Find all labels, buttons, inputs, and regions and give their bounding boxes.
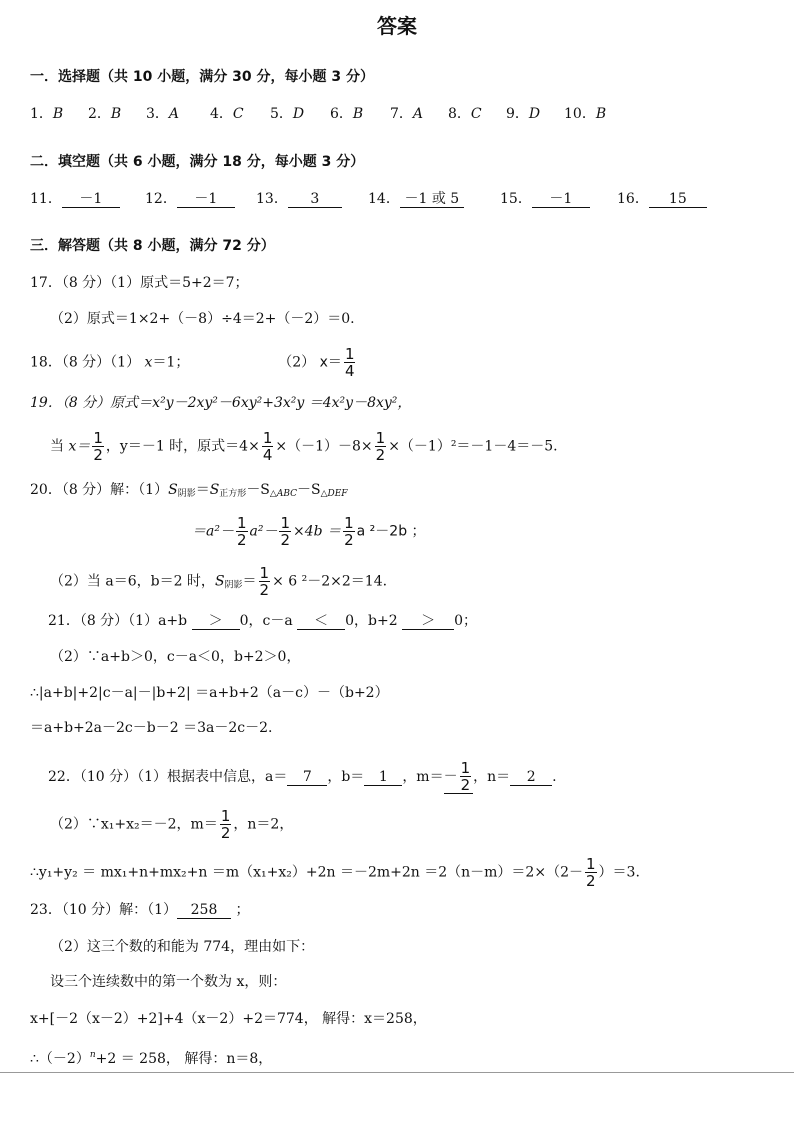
choice-answer: 2．B: [88, 106, 122, 122]
q19-line2: [50, 430, 558, 463]
q20-sub2: 正方形: [219, 489, 247, 499]
q22-blank-b: 1: [364, 769, 402, 786]
fill-answer: 15． －1: [500, 189, 617, 209]
q20-l3a: （2）当 a＝6，b＝2 时，: [50, 573, 215, 590]
q19-e: ×（－1）²＝－1－4＝－5.: [388, 438, 558, 455]
choice-answer: 1．B: [30, 106, 64, 122]
q23-line5: $\therefore(-2)^n+2 = 258$， 解得：n＝8，: [30, 1050, 273, 1067]
q23-line3: 设三个连续数中的第一个数为 x，则：: [50, 974, 287, 990]
q20-l2a: ＝a²－: [192, 523, 234, 540]
q21-line4: ＝a+b+2a－2c－b－2 ＝3a－2c－2.: [30, 720, 273, 736]
choice-answer: 4．C: [210, 106, 244, 122]
q18-part1: 18．（8 分）（1）: [30, 354, 145, 371]
q18-part3: ＝1；: [152, 354, 190, 371]
page-title: 答案: [377, 14, 417, 38]
q19-c: ，y＝－1 时，原式＝4×: [105, 438, 260, 455]
q19-frac1: $\frac{1}{2}$: [93, 429, 103, 464]
q19-line1: 19．（8 分）原式＝x²y－2xy²－6xy²+3x²y ＝4x²y－8xy²，: [30, 395, 412, 411]
q22-blank-m: － $\frac{1}{2}$: [444, 760, 474, 794]
q20-line3: （2）当 a＝6，b＝2 时，$S_{阴影}=$ $\frac{1}{2}$ × 6 ²－2×2＝14.: [50, 564, 388, 599]
choice-answer: 8．C: [448, 106, 482, 122]
q17-line2: （2）原式＝1×2+（－8）÷4＝2+（－2）＝0.: [50, 311, 355, 327]
q20-s: S: [168, 482, 178, 498]
choice-answer: 5．D: [270, 106, 305, 122]
fill-answer: 14． －1 或 5: [368, 189, 500, 209]
q20-line1: 20．（8 分）解：$(1)S_{阴影}=S_{正方形}-S_{\triangle ABC}-S_{\triangle DEF}$: [30, 482, 348, 499]
q21-line1: 21．（8 分）（1）a+b ＞ 0，c－a ＜ 0，b+2 ＞ 0；: [48, 613, 478, 629]
choice-answer: 7．A: [390, 106, 424, 122]
q23-blank: 258: [177, 902, 231, 919]
q20-l1a: 20．（8 分）解：（1）: [30, 482, 169, 498]
section-heading-choice: 一．选择题（共 10 小题，满分 30 分，每小题 3 分）: [30, 69, 374, 85]
fill-answer: 13． 3: [256, 189, 368, 209]
q21-blank3: ＞: [402, 613, 454, 630]
fill-answer: 11． －1: [30, 189, 145, 209]
section-heading-fill: 二．填空题（共 6 小题，满分 18 分，每小题 3 分）: [30, 154, 365, 170]
q22-blank-a: 7: [287, 769, 327, 786]
q17-line1: 17．（8 分）（1）原式＝5+2＝7；: [30, 275, 249, 291]
q19-d: ×（－1）－8×: [275, 438, 373, 455]
q22-line1: 22．（10 分）（1）根据表中信息，a＝ 7 ，b＝ 1 ，m＝－ $\frac{1}{2}$ ，n＝ 2 .: [48, 759, 557, 794]
q18-line: [30, 346, 357, 379]
q19-frac2: $\frac{1}{4}$: [262, 429, 273, 464]
q22-line3: ∴y₁+y₂ ＝ mx₁+n+mx₂+n ＝m（x₁+x₂）+2n ＝－2m+2n ＝2（n－m）＝2×（2－ $\frac{1}{2}$ ）＝3.: [30, 855, 640, 890]
q21-blank2: ＜: [297, 613, 345, 630]
choice-answer: 6．B: [330, 106, 364, 122]
q23-line2: （2）这三个数的和能为 774，理由如下：: [50, 939, 315, 955]
q23-line4: x+[－2（x－2）+2]+4（x－2）+2＝774， 解得：x＝258，: [30, 1011, 427, 1027]
q21-line3: ∴|a+b|+2|c－a|－|b+2| ＝a+b+2（a－c）－（b+2）: [30, 685, 389, 701]
choice-answer: 3．A: [146, 106, 180, 122]
q19-frac3: $\frac{1}{2}$: [375, 429, 386, 464]
q20-sub1: 阴影: [177, 489, 196, 499]
q21-blank1: ＞: [192, 613, 240, 630]
q20-line2: ＝a²－ $\frac{1}{2}$ a²－ $\frac{1}{2}$ ×4b ＝ $\frac{1}{2}$ a ²－2b ；: [192, 514, 426, 549]
fill-answer: 16． 15: [617, 189, 717, 209]
choice-answer: 10．B: [564, 106, 607, 122]
q18-x: x: [144, 354, 153, 371]
page-divider: [0, 1072, 794, 1073]
q18-part4: （2）: [278, 354, 316, 371]
q19-a: 当: [50, 438, 69, 455]
section-heading-solve: 三．解答题（共 8 小题，满分 72 分）: [30, 238, 275, 254]
q22-line2: （2）∵x₁+x₂＝－2，m＝ $\frac{1}{2}$ ，n＝2，: [50, 807, 294, 842]
q19-b: x＝: [68, 438, 91, 455]
q18-part5: x＝: [319, 354, 342, 371]
choice-answers: [30, 104, 624, 124]
q18-fraction: $\frac{1}{4}$: [344, 345, 355, 380]
q21-line2: （2）∵a+b＞0，c－a＜0，b+2＞0，: [50, 649, 301, 665]
choice-answer: 9．D: [506, 106, 541, 122]
q23-line1: 23．（10 分）解：（1） 258 ；: [30, 902, 250, 918]
q22-blank-n: 2: [510, 769, 552, 786]
fill-answers: [30, 189, 717, 209]
fill-answer: 12． －1: [145, 189, 256, 209]
